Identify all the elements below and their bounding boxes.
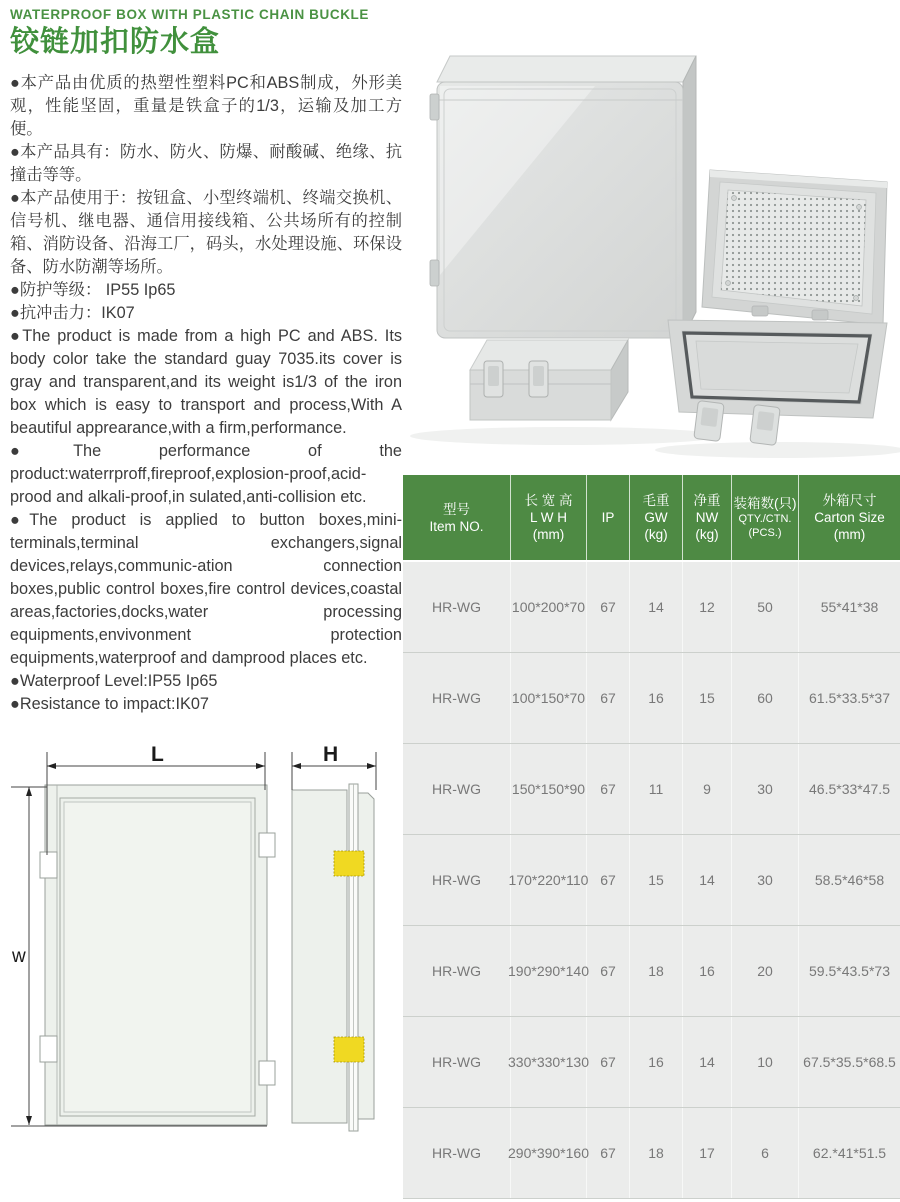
table-cell: 67 [587,926,630,1016]
feature-item: ●本产品使用于：按钮盒、小型终端机、终端交换机、信号机、继电器、通信用接线箱、公共场所有的控制箱、消防设备、沿海工厂，码头，水处理设施、环保设备、防水防潮等场所。 [10,189,402,276]
left-column [10,6,402,716]
latch-yellow-icon [334,1037,364,1062]
feature-list [10,72,402,716]
hinge-icon [430,94,439,120]
buckle-icon [529,361,548,397]
dimension-label-L: L [151,743,164,766]
hinge-icon [812,310,828,320]
table-cell: 290*390*160 [511,1108,587,1198]
hinge-icon [430,260,439,286]
buckle-icon [484,361,503,397]
table-cell: HR-WG [403,1017,511,1107]
table-cell: HR-WG [403,926,511,1016]
latch-icon [40,852,57,878]
table-body [403,562,900,1199]
product-photo [400,40,900,470]
table-cell: 67 [587,562,630,652]
table-cell: HR-WG [403,744,511,834]
table-cell: 67 [587,653,630,743]
table-cell: 10 [732,1017,799,1107]
table-cell: 14 [630,562,683,652]
table-header-row [403,475,900,562]
table-cell: 55*41*38 [820,599,879,615]
col-header-ip: IP [587,475,630,560]
side-view [292,784,374,1131]
table-cell: 16 [683,926,732,1016]
table-cell: 330*330*130 [511,1017,587,1107]
table-cell: 190*290*140 [511,926,587,1016]
feature-item: ●本产品具有：防水、防火、防爆、耐酸碱、绝缘、抗撞击等等。 [10,143,402,184]
table-row [403,835,900,926]
table-cell: 100*200*70 [511,562,587,652]
table-cell: 62.*41*51.5 [812,1145,887,1161]
col-header-nw: 净重 NW (kg) [683,475,732,560]
table-cell: HR-WG [403,835,511,925]
latch-icon [40,1036,57,1062]
feature-item: ●The product is applied to button boxes,mini-terminals,terminal exchangers,signal devices,relays,communic-ation connection boxes,public control boxes,fire control devices,coastal areas,factories,docks,water processing equipments,envivonment protection equipments,waterproof and damprood places etc. [10,511,402,667]
table-cell: 20 [732,926,799,1016]
table-cell: 67 [587,1108,630,1198]
table-cell: 18 [630,1108,683,1198]
table-cell: 16 [630,653,683,743]
latch-icon [259,1061,275,1085]
latch-yellow-icon [334,851,364,876]
dimension-label-W: w [12,946,26,967]
table-cell: 12 [683,562,732,652]
table-cell: 17 [683,1108,732,1198]
table-cell: 67 [587,1017,630,1107]
table-row [403,562,900,653]
buckle-icon [694,401,724,442]
table-row [403,1108,900,1199]
table-cell: 11 [630,744,683,834]
hinge-icon [752,306,768,316]
shadow [655,442,900,458]
feature-item: ●The product is made from a high PC and ABS. Its body color take the standard guay 7035.its cover is gray and transparent,and its weight is1/3 of the iron box which is easy to transport and process,With A beautiful apprearance,with a firm,performance. [10,327,402,437]
table-cell: 170*220*110 [511,835,587,925]
col-header-gw: 毛重 GW (kg) [630,475,683,560]
table-cell: 16 [630,1017,683,1107]
large-closed-box [430,56,696,338]
table-cell: 6 [732,1108,799,1198]
feature-item: ●Resistance to impact:IK07 [10,695,209,713]
col-header-carton: 外箱尺寸 Carton Size (mm) [814,493,885,542]
table-row [403,1017,900,1108]
shadow [410,427,720,445]
col-header-qty: 装箱数(只) QTY./CTN. (PCS.) [732,475,799,560]
table-cell: 18 [630,926,683,1016]
perforated-plate [721,190,866,306]
table-cell: 30 [732,744,799,834]
page-title-en: WATERPROOF BOX WITH PLASTIC CHAIN BUCKLE [10,7,369,22]
table-cell: HR-WG [403,1108,511,1198]
spec-table [403,475,900,1199]
table-cell: HR-WG [403,562,511,652]
table-cell: 58.5*46*58 [814,872,885,888]
table-row [403,744,900,835]
feature-item: ●抗冲击力：IK07 [10,304,135,322]
table-cell: 14 [683,835,732,925]
col-header-item-no: 型号 Item NO. [403,475,511,560]
feature-item: ●The performance of the product:waterrproff,fireproof,explosion-proof,acid-prood and alkali-proof,in sulated,anti-collision etc. [10,442,402,506]
table-cell: 15 [630,835,683,925]
table-cell: 60 [732,653,799,743]
page-title-zh: 铰链加扣防水盒 [10,26,221,58]
table-cell: HR-WG [403,653,511,743]
front-view [40,785,275,1125]
table-row [403,653,900,744]
table-cell: 150*150*90 [511,744,587,834]
table-cell: 59.5*43.5*73 [809,963,890,979]
open-box [668,170,887,445]
table-cell: 46.5*33*47.5 [809,781,890,797]
table-cell: 61.5*33.5*37 [809,690,890,706]
feature-item: ●Waterproof Level:IP55 Ip65 [10,672,218,690]
feature-item: ●防护等级： IP55 Ip65 [10,281,176,299]
feature-item: ●本产品由优质的热塑性塑料PC和ABS制成，外形美观，性能坚固，重量是铁盒子的1/3，运输及加工方便。 [10,74,402,138]
latch-icon [259,833,275,857]
table-cell: 14 [683,1017,732,1107]
table-cell: 9 [683,744,732,834]
table-cell: 100*150*70 [511,653,587,743]
table-cell: 15 [683,653,732,743]
buckle-icon [750,405,780,446]
table-cell: 67 [587,744,630,834]
col-header-lwh: 长 宽 高 L W H (mm) [511,475,587,560]
table-cell: 30 [732,835,799,925]
small-closed-box [470,340,628,420]
table-cell: 50 [732,562,799,652]
table-cell: 67.5*35.5*68.5 [803,1054,896,1070]
dimension-drawing [5,740,395,1137]
table-cell: 67 [587,835,630,925]
dimension-label-H: H [323,743,339,766]
table-row [403,926,900,1017]
